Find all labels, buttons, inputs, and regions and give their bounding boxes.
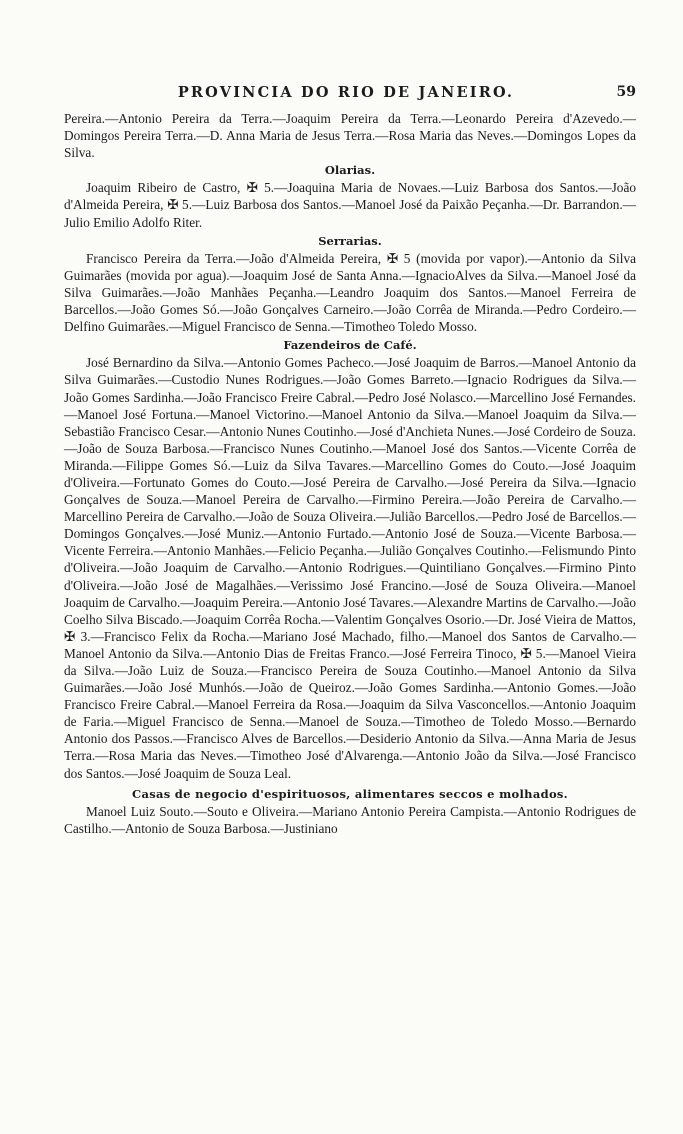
- section-casas-de-negocio: [64, 786, 636, 837]
- running-header: [64, 84, 636, 108]
- section-heading: Casas de negocio d'espirituosos, alimentares seccos e molhados.: [132, 786, 568, 801]
- header-title: PROVINCIA DO RIO DE JANEIRO.: [177, 84, 515, 101]
- section-paragraph: Manoel Luiz Souto.—Souto e Oliveira.—Mariano Antonio Pereira Campista.—Antonio Rodrigues de Castilho.—Antonio de Souza Barbosa.—Justiniano: [64, 803, 636, 836]
- section-heading: Serrarias.: [318, 233, 382, 248]
- section-heading: Fazendeiros de Café.: [283, 338, 417, 353]
- section-paragraph: José Bernardino da Silva.—Antonio Gomes Pacheco.—José Joaquim de Barros.—Manoel Antonio da Silva Guimarães.—Custodio Nunes Rodrigues.—João Gomes Barreto.—Ignacio Rodrigues da Silva.—João Gomes Sardinha.—João Francisco Freire Cabral.—Pedro José Nolasco.—Marcellino José Fernandes.—Manoel José Fortuna.—Manoel Victorino.—Manoel Antonio da Silva.—Manoel Joaquim da Silva.—Sebastião Francisco Cesar.—Antonio Nunes Coutinho.—José d'Anchieta Nunes.—José Cordeiro de Souza.—João de Souza Barbosa.—Francisco Nunes Coutinho.—Manoel José dos Santos.—Vicente Corrêa de Miranda.—Filippe Gomes Só.—Luiz da Silva Tavares.—Marcellino Gomes do Couto.—José Joaquim d'Oliveira.—Fortunato Gomes do Couto.—José Pereira de Carvalho.—José Pereira da Silva.—Ignacio Gonçalves de Souza.—Manoel Pereira de Carvalho.—Firmino Pereira.—João Pereira de Carvalho.—Marcellino Pereira de Carvalho.—João de Souza Oliveira.—Julião Barcellos.—Pedro José de Barcellos.—Domingos Gonçalves.—José Muniz.—Antonio Furtado.—Antonio José de Souza.—Vicente Barbosa.—Vicente Ferreira.—Antonio Manhães.—Felicio Peçanha.—Julião Gonçalves Coutinho.—Felismundo Pinto d'Oliveira.—João Joaquim de Carvalho.—Antonio Rodrigues.—Quintiliano Gonçalves.—Firmino Pinto d'Oliveira.—João José de Magalhães.—Verissimo José Francino.—José de Souza Oliveira.—Manoel Joaquim de Carvalho.—Joaquim Pereira.—Antonio José Tavares.—Alexandre Martins de Carvalho.—João Coelho Silva Biscado.—Joaquim Corrêa Rocha.—Valentim Gonçalves Osorio.—Dr. José Vieira de Mattos, ✠ 3.—Francisco Felix da Rocha.—Mariano José Machado, filho.—Manoel dos Santos de Carvalho.—Manoel Antonio da Silva.—Antonio Dias de Freitas Franco.—José Ferreira Tinoco, ✠ 5.—Manoel Vieira da Silva.—João Luiz de Souza.—Francisco Pereira de Souza Coutinho.—Manoel Antonio da Silva Guimarães.—João José Munhós.—João de Queiroz.—João Gomes Sardinha.—Antonio Gomes.—João Francisco Freire Cabral.—Manoel Ferreira da Rosa.—Joaquim da Silva Vasconcellos.—Antonio Joaquim de Faria.—Miguel Francisco de Senna.—Manoel de Souza.—Timotheo de Toledo Mosso.—Bernardo Antonio dos Passos.—Francisco Alves de Barcellos.—Desiderio Antonio da Silva.—Anna Maria de Jesus Terra.—Rosa Maria das Neves.—Timotheo José d'Alvarenga.—Antonio João da Silva.—José Francisco dos Santos.—José Joaquim de Souza Leal.: [64, 355, 636, 781]
- intro-paragraph: Pereira.—Antonio Pereira da Terra.—Joaquim Pereira da Terra.—Leonardo Pereira d'Azevedo.—Domingos Pereira Terra.—D. Anna Maria de Jesus Terra.—Rosa Maria das Neves.—Domingos Lopes da Silva.: [64, 111, 636, 161]
- section-serrarias: [64, 233, 636, 336]
- section-olarias: [64, 162, 636, 230]
- section-fazendeiros-de-cafe: [64, 337, 636, 781]
- page-number: 59: [616, 84, 636, 100]
- section-paragraph: Francisco Pereira da Terra.—João d'Almeida Pereira, ✠ 5 (movida por vapor).—Antonio da Silva Guimarães (movida por agua).—Joaquim José de Santa Anna.—IgnacioAlves da Silva.—Manoel José da Silva Guimarães.—João Manhães Peçanha.—Leandro Joaquim dos Santos.—Manoel Ferreira de Barcellos.—João Gomes Só.—João Gonçalves Carneiro.—João Corrêa de Miranda.—Pedro Cordeiro.—Delfino Guimarães.—Miguel Francisco de Senna.—Timotheo Toledo Mosso.: [64, 250, 636, 335]
- section-paragraph: Joaquim Ribeiro de Castro, ✠ 5.—Joaquina Maria de Novaes.—Luiz Barbosa dos Santos.—João d'Almeida Pereira, ✠ 5.—Luiz Barbosa dos Santos.—Manoel José da Paixão Peçanha.—Dr. Barrandon.—Julio Emilio Adolfo Riter.: [64, 180, 636, 230]
- section-heading: Olarias.: [324, 163, 376, 178]
- body-text: [64, 110, 636, 839]
